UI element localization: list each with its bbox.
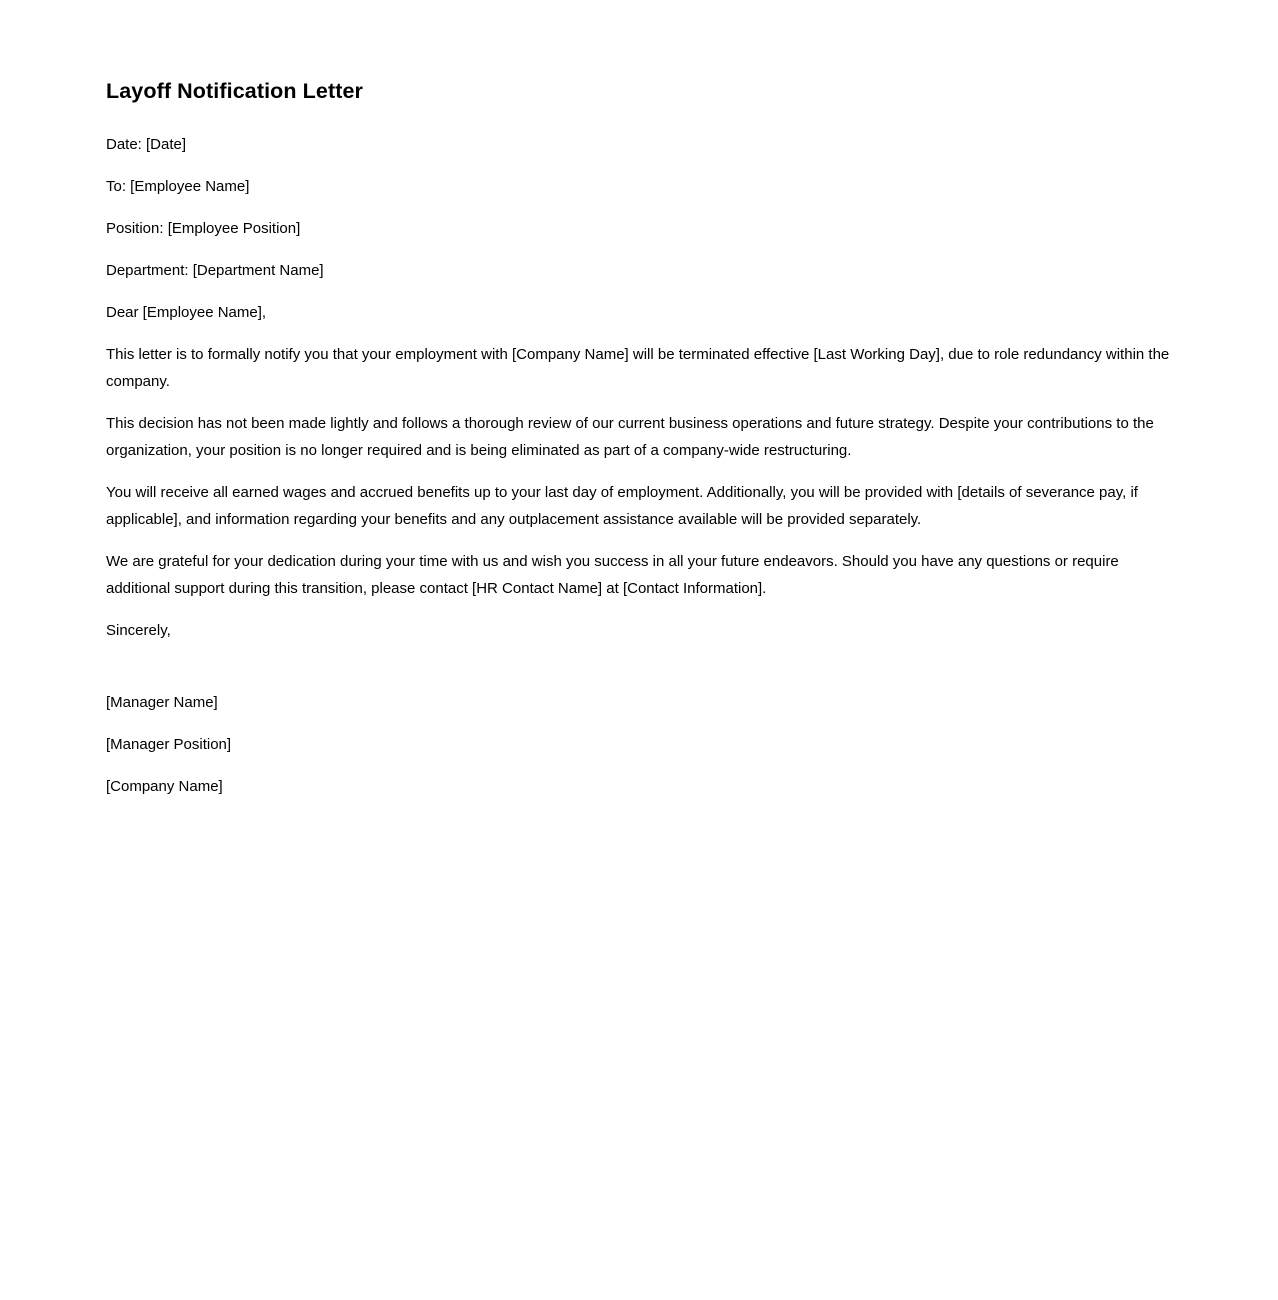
letter-paragraph-4: We are grateful for your dedication during your time with us and wish you success in all your future endeavors. Should you have any questions or require additional support during this transition, please contact [HR Contact Name] at [Contact Information].: [106, 552, 1119, 597]
letter-field-position: Position: [Employee Position]: [106, 219, 301, 237]
letter-salutation: Dear [Employee Name],: [106, 303, 267, 321]
letter-field-department: Department: [Department Name]: [106, 261, 324, 279]
letter-field-recipient: To: [Employee Name]: [106, 177, 250, 195]
letter-paragraph-1: This letter is to formally notify you that your employment with [Company Name] will be terminated effective [Last Working Day], due to role redundancy within the company.: [106, 345, 1170, 390]
signature-space: [106, 659, 1170, 689]
letter-paragraph-3: You will receive all earned wages and accrued benefits up to your last day of employment. Additionally, you will be provided with [details of severance pay, if applicable], and information regarding your benefits and any outplacement assistance available will be provided separately.: [106, 483, 1138, 528]
signature-company-name: [Company Name]: [106, 777, 223, 795]
signature-manager-position: [Manager Position]: [106, 735, 232, 753]
letter-closing: Sincerely,: [106, 621, 171, 639]
letter-body: [106, 78, 1170, 800]
signature-manager-name: [Manager Name]: [106, 693, 218, 711]
page-title: Layoff Notification Letter: [106, 79, 364, 103]
letter-paragraph-2: This decision has not been made lightly and follows a thorough review of our current business operations and future strategy. Despite your contributions to the organization, your position is no longer required and is being eliminated as part of a company-wide restructuring.: [106, 414, 1154, 459]
letter-field-date: Date: [Date]: [106, 135, 187, 153]
